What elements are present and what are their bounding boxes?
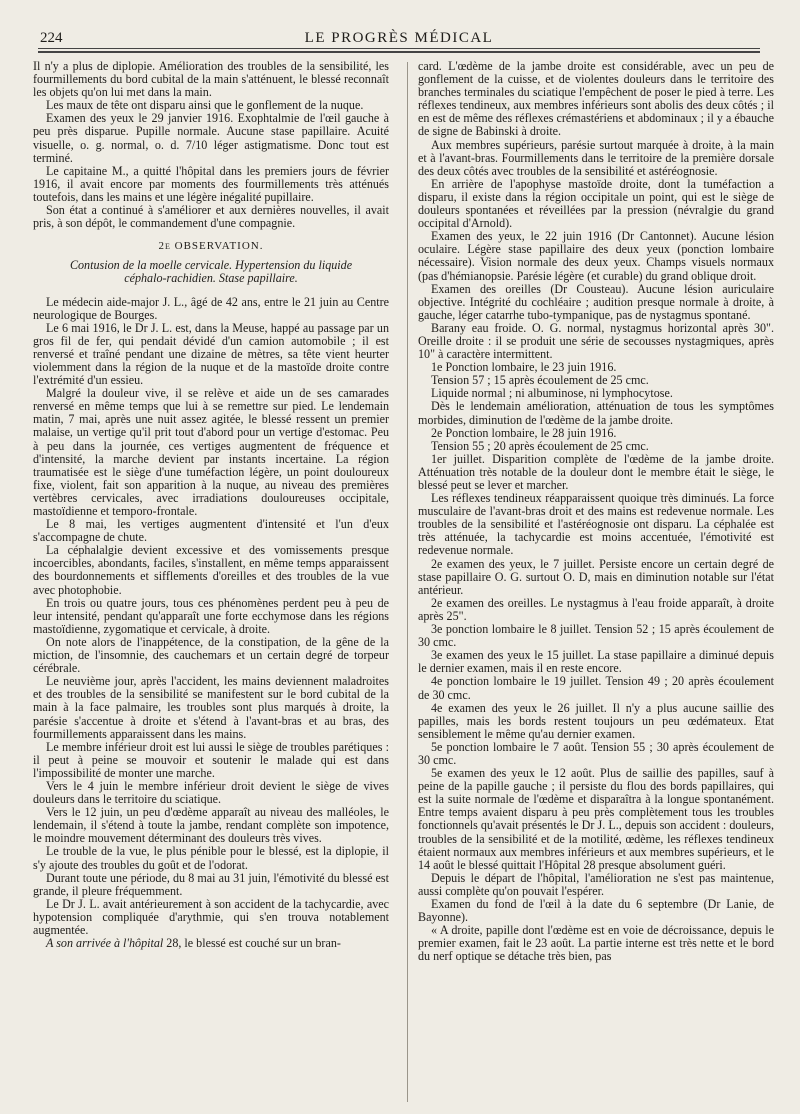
- paragraph: En arrière de l'apophyse mastoïde droite, dont la tuméfaction a disparu, il existe dans la région occipitale un point, qui est le siège de douleurs spontanées et réveillées par la pression (névralgie du grand occipital d'Arnold).: [418, 176, 774, 231]
- section-heading: 2e OBSERVATION.: [158, 240, 264, 253]
- header-rule: [38, 48, 760, 49]
- section-title: Contusion de la moelle cervicale. Hypertension du liquide céphalo-rachidien. Stase papillaire.: [69, 258, 353, 286]
- paragraph: Examen des yeux, le 22 juin 1916 (Dr Cantonnet). Aucune lésion oculaire. Légère stase papillaire des deux yeux (ponction lombaire nécessaire). Vision normale des deux yeux. Champs visuels normaux (pas d'hémianopsie. Parésie légère (et curable) du grand oblique droit.: [418, 229, 774, 283]
- paragraph: Dès le lendemain amélioration, atténuation de tous les symptômes morbides, diminution de l'œdème de la jambe droite.: [418, 399, 774, 427]
- paragraph: En trois ou quatre jours, tous ces phénomènes perdent peu à peu de leur intensité, pendant qu'apparaît une forte ecchymose dans les régions mastoïdienne, zygomatique et cervicale, à droite.: [33, 595, 389, 636]
- left-column: [33, 60, 389, 1105]
- left-column-opening-paragraphs: [33, 60, 389, 230]
- paragraph: 3e examen des yeux le 15 juillet. La stase papillaire a diminué depuis le dernier examen, mais il en reste encore.: [418, 648, 774, 676]
- paragraph: On note alors de l'inappétence, de la constipation, de la gêne de la miction, de l'insomnie, des cauchemars et un certain degré de torpeur cérébrale.: [33, 634, 389, 676]
- right-column-paragraphs: [418, 60, 774, 963]
- paragraph: Le membre inférieur droit est lui aussi le siège de troubles parétiques : il peut à peine se mouvoir et soutenir le malade qui est dans l'impossibilité de monter une marche.: [33, 739, 389, 780]
- paragraph: 2e examen des oreilles. Le nystagmus à l'eau froide apparaît, à droite après 25".: [418, 595, 774, 623]
- paragraph: Le 8 mai, les vertiges augmentent d'intensité et l'un d'eux s'accompagne de chute.: [33, 517, 389, 545]
- paragraph: Le capitaine M., a quitté l'hôpital dans les premiers jours de février 1916, il avait encore par moments des fourmillements très atténués toutefois, dans les mains et une légère inégalité pupillaire.: [33, 163, 389, 204]
- paragraph: Durant toute une période, du 8 mai au 31 juin, l'émotivité du blessé est grande, il pleure fréquemment.: [33, 870, 389, 898]
- paragraph: Vers le 4 juin le membre inférieur droit devient le siège de vives douleurs dans le territoire du sciatique.: [33, 778, 389, 807]
- paragraph: Examen du fond de l'œil à la date du 6 septembre (Dr Lanie, de Bayonne).: [418, 897, 774, 925]
- paragraph: Examen des oreilles (Dr Cousteau). Aucune lésion auriculaire objective. Intégrité du cochléaire ; audition presque normale à droite, à gauche, léger catarrhe tubo-tympanique, pas de nystagmus spontané.: [418, 281, 774, 322]
- paragraph: La céphalalgie devient excessive et des vomissements presque incoercibles, abondants, faciles, s'installent, en même temps apparaissent des bourdonnements et sifflements d'oreilles et des troubles de la vue avec photophobie.: [33, 543, 389, 597]
- paragraph: Son état a continué à s'améliorer et aux dernières nouvelles, il avait pris, à son dépôt, le commandement d'une compagnie.: [33, 203, 389, 231]
- paragraph: Le neuvième jour, après l'accident, les mains deviennent maladroites et des troubles de la sensibilité se manifestent sur le bord cubital de la main à la face palmaire, les troubles sont plus marqués à droite, la parésie s'accentue à droite et s'étend à l'avant-bras et au bras, des fourmillements apparaissent dans les mains.: [33, 674, 389, 741]
- paragraph: card. L'œdème de la jambe droite est considérable, avec un peu de gonflement de la cuisse, et de violentes douleurs dans le territoire des branches terminales du sciatique l'empêchent de poser le pied à terre. Les réflexes tendineux, aux membres inférieurs sont abolis des deux côtés ; il en est de même des réflexes crémastériens et abdominaux ; il y a ébauche de signe de Babinski à droite.: [418, 60, 774, 139]
- paragraph-text: 28, le blessé est couché sur un bran-: [163, 936, 341, 951]
- paragraph: Liquide normal ; ni albuminose, ni lymphocytose.: [431, 386, 673, 401]
- paragraph: Le médecin aide-major J. L., âgé de 42 ans, entre le 21 juin au Centre neurologique de Bourges.: [33, 294, 389, 322]
- page-number: 224: [40, 30, 63, 46]
- paragraph: 1er juillet. Disparition complète de l'œdème de la jambe droite. Atténuation très notable de la douleur dont le membre était le siège, le blessé peut se lever et marcher.: [418, 451, 774, 492]
- paragraph: 2e examen des yeux, le 7 juillet. Persiste encore un certain degré de stase papillaire O. G. surtout O. D, mais en diminution notable sur l'état antérieur.: [418, 556, 774, 597]
- column-divider: [407, 62, 408, 1102]
- paragraph: Vers le 12 juin, un peu d'œdème apparaît au niveau des malléoles, le lendemain, il s'étend à toute la jambe, rendant complète son impotence, le moindre mouvement déterminant des douleurs très vives.: [33, 805, 389, 846]
- paragraph: 5e ponction lombaire le 7 août. Tension 55 ; 30 après écoulement de 30 cmc.: [418, 739, 774, 767]
- page-header: [38, 24, 760, 46]
- paragraph: Tension 55 ; 20 après écoulement de 25 cmc.: [431, 438, 649, 453]
- paragraph: 4e ponction lombaire le 19 juillet. Tension 49 ; 20 après écoulement de 30 cmc.: [418, 674, 774, 702]
- paragraph: Le trouble de la vue, le plus pénible pour le blessé, est la diplopie, il s'y ajoute des troubles du goût et de l'odorat.: [33, 844, 389, 872]
- paragraph: « A droite, papille dont l'œdème est en voie de décroissance, depuis le premier examen, fait le 23 août. La partie interne est très nette et le bord du nerf optique se détache très bien, pas: [418, 923, 774, 964]
- paragraph: 3e ponction lombaire le 8 juillet. Tension 52 ; 15 après écoulement de 30 cmc.: [418, 622, 774, 650]
- journal-title: LE PROGRÈS MÉDICAL: [304, 30, 494, 46]
- paragraph: 4e examen des yeux le 26 juillet. Il n'y a plus aucune saillie des papilles, mais les bords restent toujours un peu œdémateux. Etat sensiblement le même qu'au dernier examen.: [418, 700, 774, 741]
- paragraph: Depuis le départ de l'hôpital, l'amélioration ne s'est pas maintenue, aussi complète qu'on pouvait l'espérer.: [418, 870, 774, 898]
- paragraph: Le Dr J. L. avait antérieurement à son accident de la tachycardie, avec hypotension compliquée d'arythmie, qui s'en trouva notablement augmentée.: [33, 896, 389, 937]
- paragraph: Examen des yeux le 29 janvier 1916. Exophtalmie de l'œil gauche à peu près disparue. Pupille normale. Aucune stase papillaire. Acuité visuelle, o. g. normal, o. d. 7/10 léger astigmatisme. Donc tout est terminé.: [33, 111, 389, 165]
- left-column-case-paragraphs: [33, 296, 389, 938]
- italic-lead: A son arrivée à l'hôpital: [46, 936, 164, 951]
- paragraph: 1e Ponction lombaire, le 23 juin 1916.: [431, 360, 617, 375]
- paragraph: Les réflexes tendineux réapparaissent quoique très diminués. La force musculaire de l'avant-bras droit et des mains est redevenue normale. Les troubles de la sensibilité et l'astéréognosie ont disparu. La céphalée est très atténuée, la tachycardie est moins accentuée, l'émotivité est redevenue normale.: [418, 491, 774, 558]
- paragraph: Malgré la douleur vive, il se relève et aide un de ses camarades renversé en même temps que lui à se remettre sur pied. Le lendemain matin, 7 mai, après une nuit assez agitée, le blessé ressent un premier malaise, un vertige qu'il prit tout d'abord pour un vertige d'estomac. Peu à peu dans la journée, ces vertiges augmentent de fréquence et d'intensité, la marche devient par instants incertaine. La région traumatisée est le siège d'une tuméfaction légère, un point douloureux fixe, violent, fait son apparition à la nuque, au niveau des premières vertèbres cervicales, avec irradiations douloureuses occipitale, mastoïdienne et temporo-frontale.: [33, 386, 389, 518]
- paragraph: Aux membres supérieurs, parésie surtout marquée à droite, à la main et à l'avant-bras. Fourmillements dans le territoire de la première dorsale des deux côtés avec troubles de la sensibilité et astéréognosie.: [418, 137, 774, 178]
- paragraph: Le 6 mai 1916, le Dr J. L. est, dans la Meuse, happé au passage par un gros fil de fer, qui pendait dévidé d'un camion automobile ; il est renversé et traîné pendant une dizaine de mètres, sa tête vient heurter violemment dans la région de la nuque et de la mastoïde droite contre l'extrémité d'un essieu.: [33, 320, 389, 388]
- paragraph: Barany eau froide. O. G. normal, nystagmus horizontal après 30". Oreille droite : il se produit une série de secousses nystagmiques, après 10" à caractère intermittent.: [418, 320, 774, 362]
- paragraph: 2e Ponction lombaire, le 28 juin 1916.: [431, 425, 617, 440]
- paragraph: Il n'y a plus de diplopie. Amélioration des troubles de la sensibilité, les fourmillements du bord cubital de la main s'atténuent, le blessé reconnaît les objets qu'on lui met dans la main.: [33, 60, 389, 100]
- right-column: [418, 60, 774, 1105]
- paragraph: 5e examen des yeux le 12 août. Plus de saillie des papilles, sauf à peine de la papille gauche ; il persiste du flou des bords papillaires, qui est la suite normale de l'œdème et disparaîtra à la longue spontanément. Entre temps avaient disparu à peu près complètement tous les troubles fonctionnels qu'avait présentés le Dr J. L., depuis son accident : douleurs, troubles de la sensibilité et de la motilité, œdème, les réflexes tendineux étaient normaux aux membres inférieurs et aux membres supérieurs, et le 14 août le blessé quittait l'Hôpital 28 presque absolument guéri.: [418, 766, 774, 872]
- paragraph: [33, 937, 389, 950]
- paragraph: Tension 57 ; 15 après écoulement de 25 cmc.: [431, 373, 649, 388]
- paragraph: Les maux de tête ont disparu ainsi que le gonflement de la nuque.: [46, 98, 364, 113]
- header-rule-thick: [38, 51, 760, 53]
